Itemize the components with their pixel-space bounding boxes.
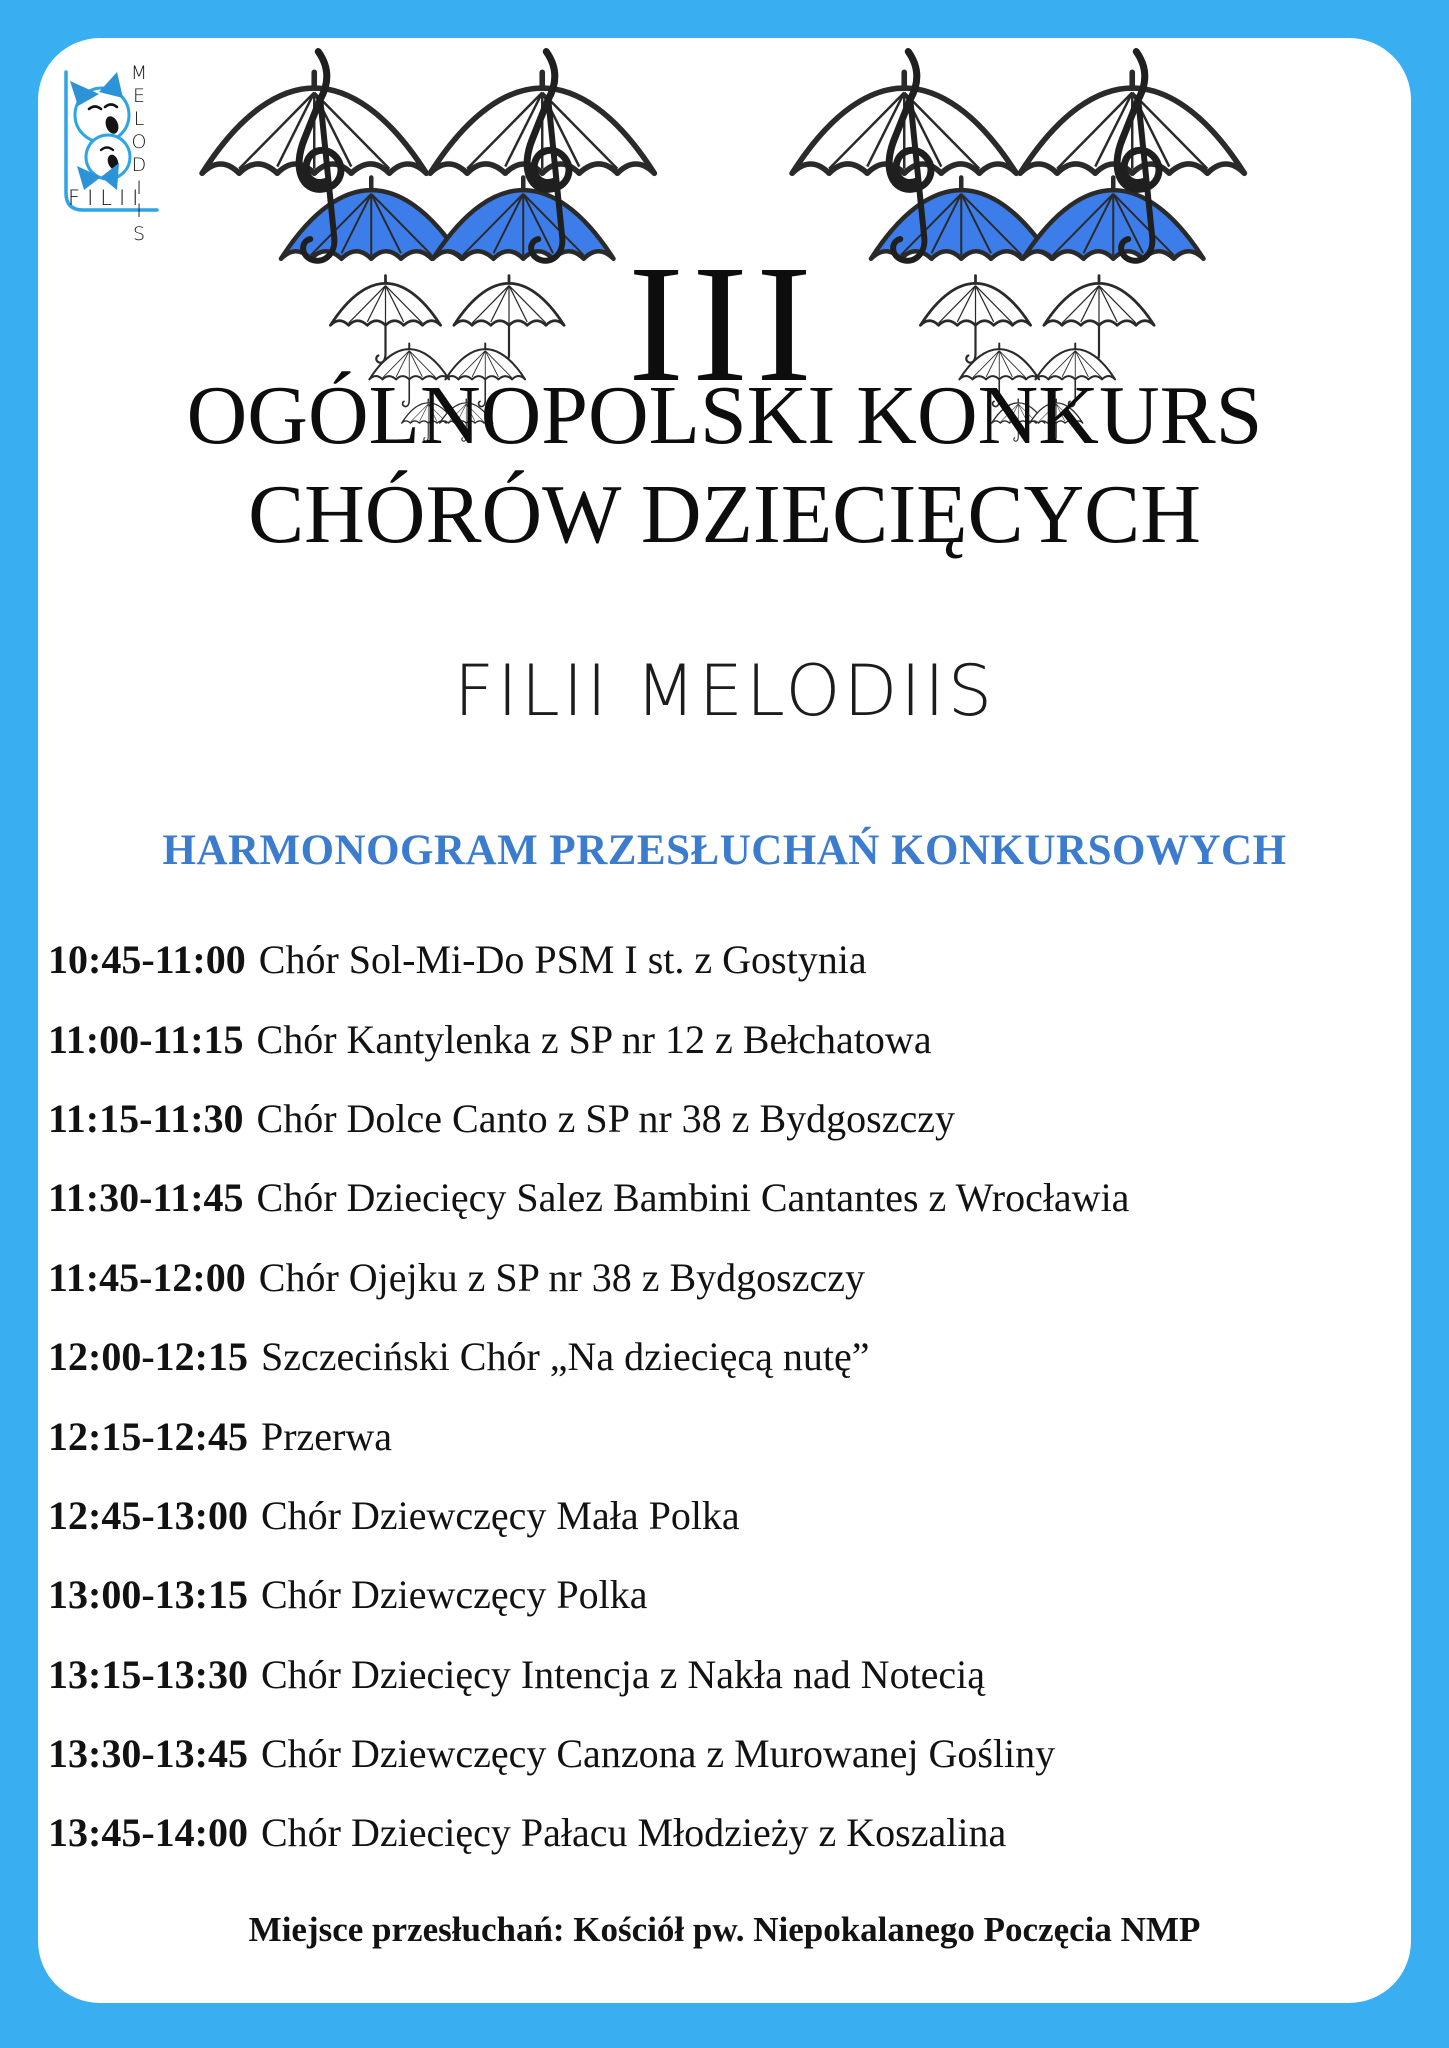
schedule-row (48, 1793, 1429, 1872)
choir-name: Chór Dziecięcy Intencja z Nakła nad Notecią (260, 1651, 986, 1697)
choir-name: Chór Ojejku z SP nr 38 z Bydgoszczy (258, 1254, 865, 1300)
time-range: 11:15-11:30 (48, 1095, 244, 1141)
time-range: 12:00-12:15 (48, 1334, 248, 1380)
choir-name: Szczeciński Chór „Na dziecięcą nutę” (260, 1334, 870, 1380)
logo-text-horizontal: FILII (68, 186, 146, 210)
schedule-heading: HARMONOGRAM PRZESŁUCHAŃ KONKURSOWYCH (162, 827, 1287, 874)
schedule-row (48, 1158, 1429, 1237)
schedule-row (48, 1476, 1429, 1555)
time-range: 11:45-12:00 (48, 1254, 246, 1300)
time-range: 13:15-13:30 (48, 1651, 248, 1697)
time-range: 11:30-11:45 (48, 1175, 244, 1221)
edition-numeral: III (628, 231, 820, 417)
time-range: 13:45-14:00 (48, 1810, 248, 1856)
time-range: 11:00-11:15 (48, 1016, 244, 1062)
time-range: 12:45-13:00 (48, 1492, 248, 1538)
choir-name: Chór Dziewczęcy Canzona z Murowanej Gośliny (260, 1731, 1056, 1777)
logo-text-vertical: MELODIIS (128, 62, 150, 246)
schedule-row (48, 1635, 1429, 1714)
time-range: 12:15-12:45 (48, 1413, 248, 1459)
schedule-row (48, 1079, 1429, 1158)
choir-name: Chór Dziecięcy Salez Bambini Cantantes z Wrocławia (256, 1175, 1130, 1221)
schedule-row (48, 999, 1429, 1078)
schedule-list (48, 920, 1429, 1873)
time-range: 13:30-13:45 (48, 1731, 248, 1777)
page-title (0, 366, 1449, 564)
subtitle: FILII MELODIIS (453, 650, 996, 732)
choir-name: Chór Dolce Canto z SP nr 38 z Bydgoszczy (256, 1095, 955, 1141)
schedule-row (48, 1555, 1429, 1634)
choir-name: Chór Dziewczęcy Polka (260, 1572, 648, 1618)
choir-name: Chór Dziecięcy Pałacu Młodzieży z Koszalina (260, 1810, 1007, 1856)
choir-name: Chór Dziewczęcy Mała Polka (260, 1492, 740, 1538)
choir-name: Przerwa (260, 1413, 393, 1459)
title-line-2: CHÓRÓW DZIECIĘCYCH (248, 468, 1201, 561)
schedule-row (48, 1714, 1429, 1793)
schedule-row (48, 1317, 1429, 1396)
schedule-row (48, 1396, 1429, 1475)
schedule-row (48, 1238, 1429, 1317)
venue-note: Miejsce przesłuchań: Kościół pw. Niepokalanego Poczęcia NMP (248, 1910, 1201, 1949)
choir-name: Chór Kantylenka z SP nr 12 z Bełchatowa (256, 1016, 932, 1062)
choir-name: Chór Sol-Mi-Do PSM I st. z Gostynia (258, 937, 867, 983)
time-range: 13:00-13:15 (48, 1572, 248, 1618)
title-line-1: OGÓLNOPOLSKI KONKURS (186, 369, 1263, 462)
time-range: 10:45-11:00 (48, 937, 246, 983)
schedule-row (48, 920, 1429, 999)
